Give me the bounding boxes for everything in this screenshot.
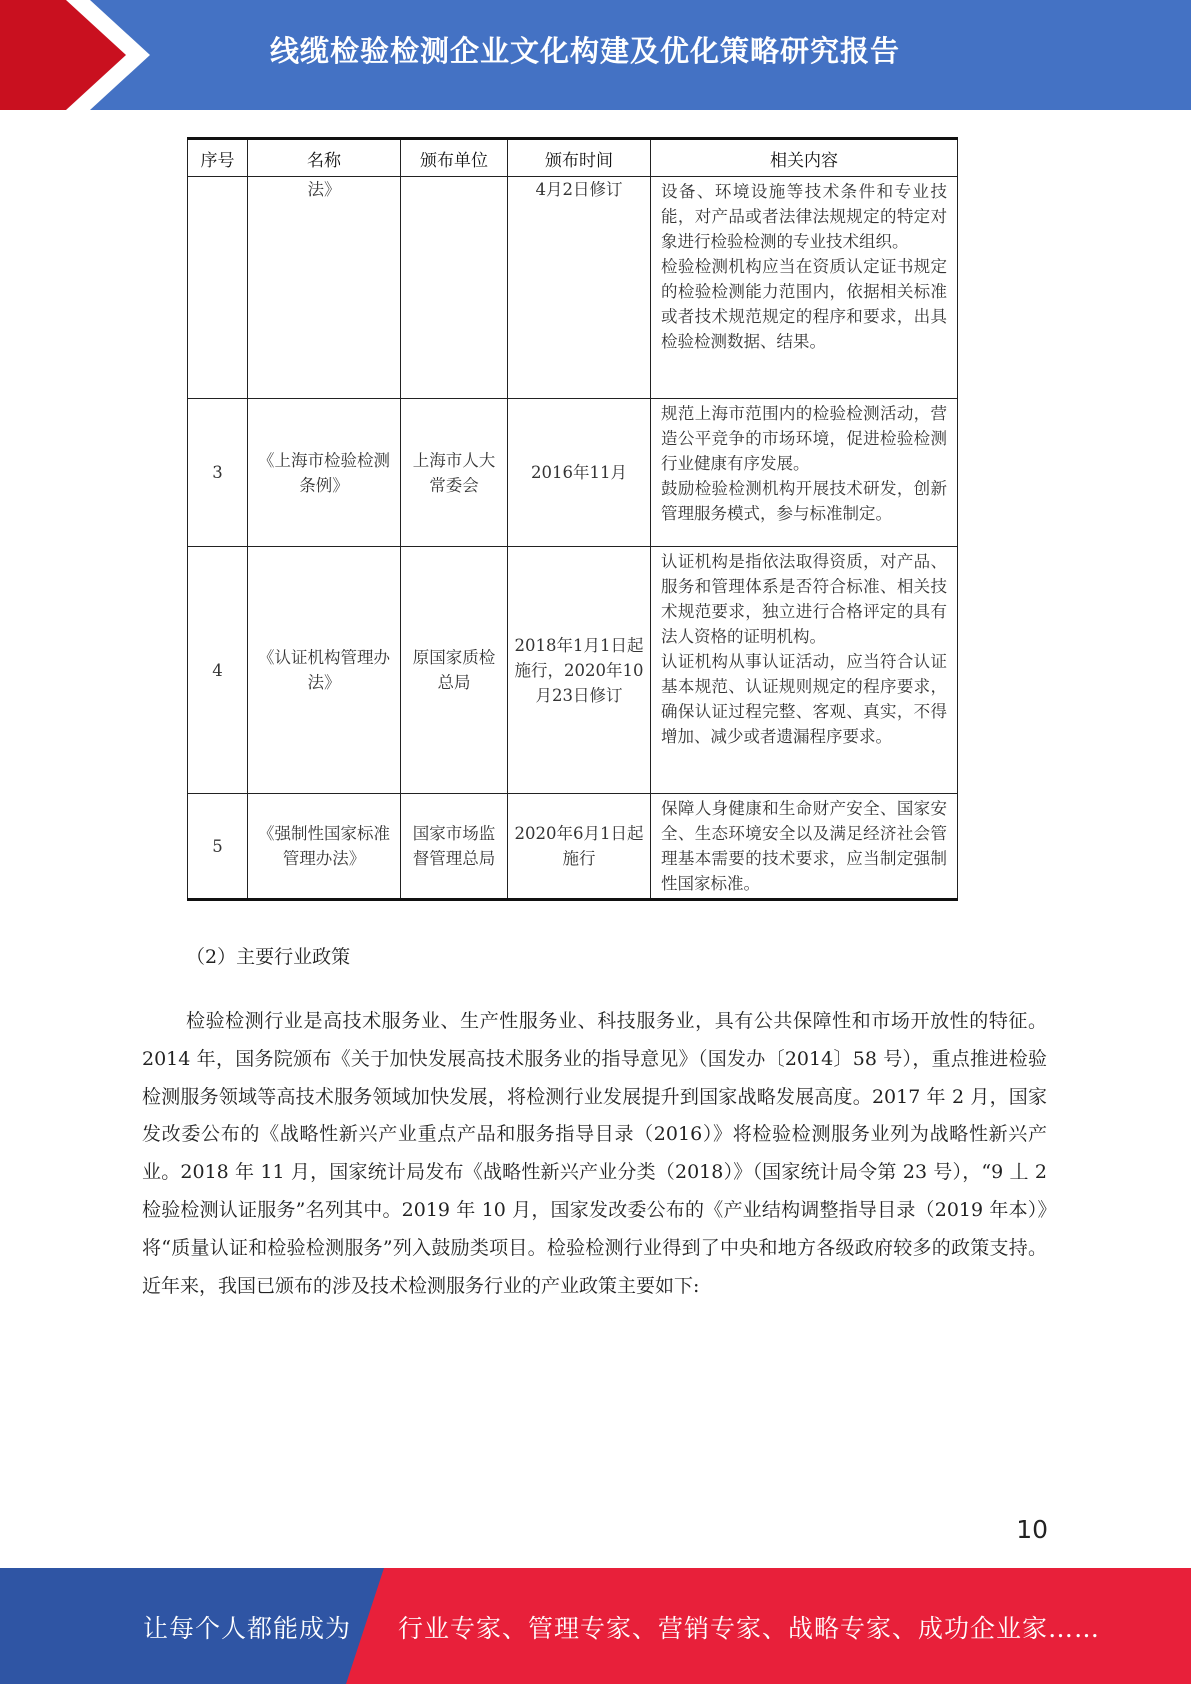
cell-date: 2016年11月 — [508, 399, 651, 547]
red-arrow-decoration — [0, 0, 150, 110]
column-header-issuer: 颁布单位 — [401, 139, 508, 177]
column-header-name: 名称 — [248, 139, 401, 177]
cell-name: 法》 — [248, 177, 401, 399]
footer-banner — [0, 1568, 1191, 1684]
content-paragraph: 认证机构是指依法取得资质，对产品、服务和管理体系是否符合标准、相关技术规范要求，独立进行合格评定的具有法人资格的证明机构。 — [661, 552, 947, 646]
section-paragraph: 检验检测行业是高技术服务业、生产性服务业、科技服务业，具有公共保障性和市场开放性的特征。2014 年，国务院颁布《关于加快发展高技术服务业的指导意见》（国发办〔2014〕58 号），重点推进检验检测服务领域等高技术服务领域加快发展，将检测行业发展提升到国家战略发展高度。2017 年 2 月，国家发改委公布的《战略性新兴产业重点产品和服务指导目录（2016）》将检验检测服务业列为战略性新兴产业。2018 年 11 月，国家统计局发布《战略性新兴产业分类（2018）》（国家统计局令第 23 号），“9 丄 2 检验检测认证服务”名列其中。2019 年 10 月，国家发改委公布的《产业结构调整指导目录（2019 年本）》将“质量认证和检验检测服务”列入鼓励类项目。检验检测行业得到了中央和地方各级政府较多的政策支持。近年来，我国已颁布的涉及技术检测服务行业的产业政策主要如下: — [142, 1010, 1047, 1297]
page-number: 10 — [1016, 1515, 1048, 1544]
cell-content — [651, 177, 958, 399]
section-subheading: （2）主要行业政策 — [186, 946, 351, 968]
cell-date: 4月2日修订 — [508, 177, 651, 399]
policy-table — [187, 137, 958, 901]
column-header-content: 相关内容 — [651, 139, 958, 177]
cell-issuer: 原国家质检总局 — [401, 547, 508, 794]
cell-date: 2018年1月1日起施行，2020年10月23日修订 — [508, 547, 651, 794]
cell-content — [651, 399, 958, 547]
footer-slogan-left: 让每个人都能成为 — [143, 1614, 352, 1643]
cell-index — [188, 177, 248, 399]
cell-name: 《上海市检验检测条例》 — [248, 399, 401, 547]
cell-index: 3 — [188, 399, 248, 547]
table-row — [188, 177, 958, 399]
content-paragraph: 认证机构从事认证活动，应当符合认证基本规范、认证规则规定的程序要求，确保认证过程完整、客观、真实，不得增加、减少或者遗漏程序要求。 — [661, 652, 947, 746]
cell-date: 2020年6月1日起施行 — [508, 794, 651, 900]
column-header-index: 序号 — [188, 139, 248, 177]
content-paragraph: 设备、环境设施等技术条件和专业技能，对产品或者法律法规规定的特定对象进行检验检测的专业技术组织。 — [661, 182, 947, 251]
cell-content — [651, 794, 958, 900]
table-row — [188, 399, 958, 547]
cell-name: 《强制性国家标准管理办法》 — [248, 794, 401, 900]
content-paragraph: 检验检测机构应当在资质认定证书规定的检验检测能力范围内，依据相关标准或者技术规范规定的程序和要求，出具检验检测数据、结果。 — [661, 257, 947, 351]
cell-name: 《认证机构管理办法》 — [248, 547, 401, 794]
content-paragraph: 规范上海市范围内的检验检测活动，营造公平竞争的市场环境，促进检验检测行业健康有序发展。 — [661, 404, 947, 473]
cell-issuer — [401, 177, 508, 399]
cell-issuer: 上海市人大常委会 — [401, 399, 508, 547]
cell-issuer: 国家市场监督管理总局 — [401, 794, 508, 900]
cell-index: 5 — [188, 794, 248, 900]
content-paragraph: 鼓励检验检测机构开展技术研发，创新管理服务模式，参与标准制定。 — [661, 479, 947, 523]
cell-index: 4 — [188, 547, 248, 794]
cell-content — [651, 547, 958, 794]
footer-slogan-right: 行业专家、管理专家、营销专家、战略专家、成功企业家…… — [398, 1614, 1101, 1643]
column-header-date: 颁布时间 — [508, 139, 651, 177]
policy-table-wrapper — [187, 137, 957, 901]
content-paragraph: 保障人身健康和生命财产安全、国家安全、生态环境安全以及满足经济社会管理基本需要的技术要求，应当制定强制性国家标准。 — [661, 799, 947, 893]
table-header-row — [188, 139, 958, 177]
table-row — [188, 794, 958, 900]
report-title: 线缆检验检测企业文化构建及优化策略研究报告 — [270, 34, 901, 68]
table-row — [188, 547, 958, 794]
header-banner — [0, 0, 1191, 110]
